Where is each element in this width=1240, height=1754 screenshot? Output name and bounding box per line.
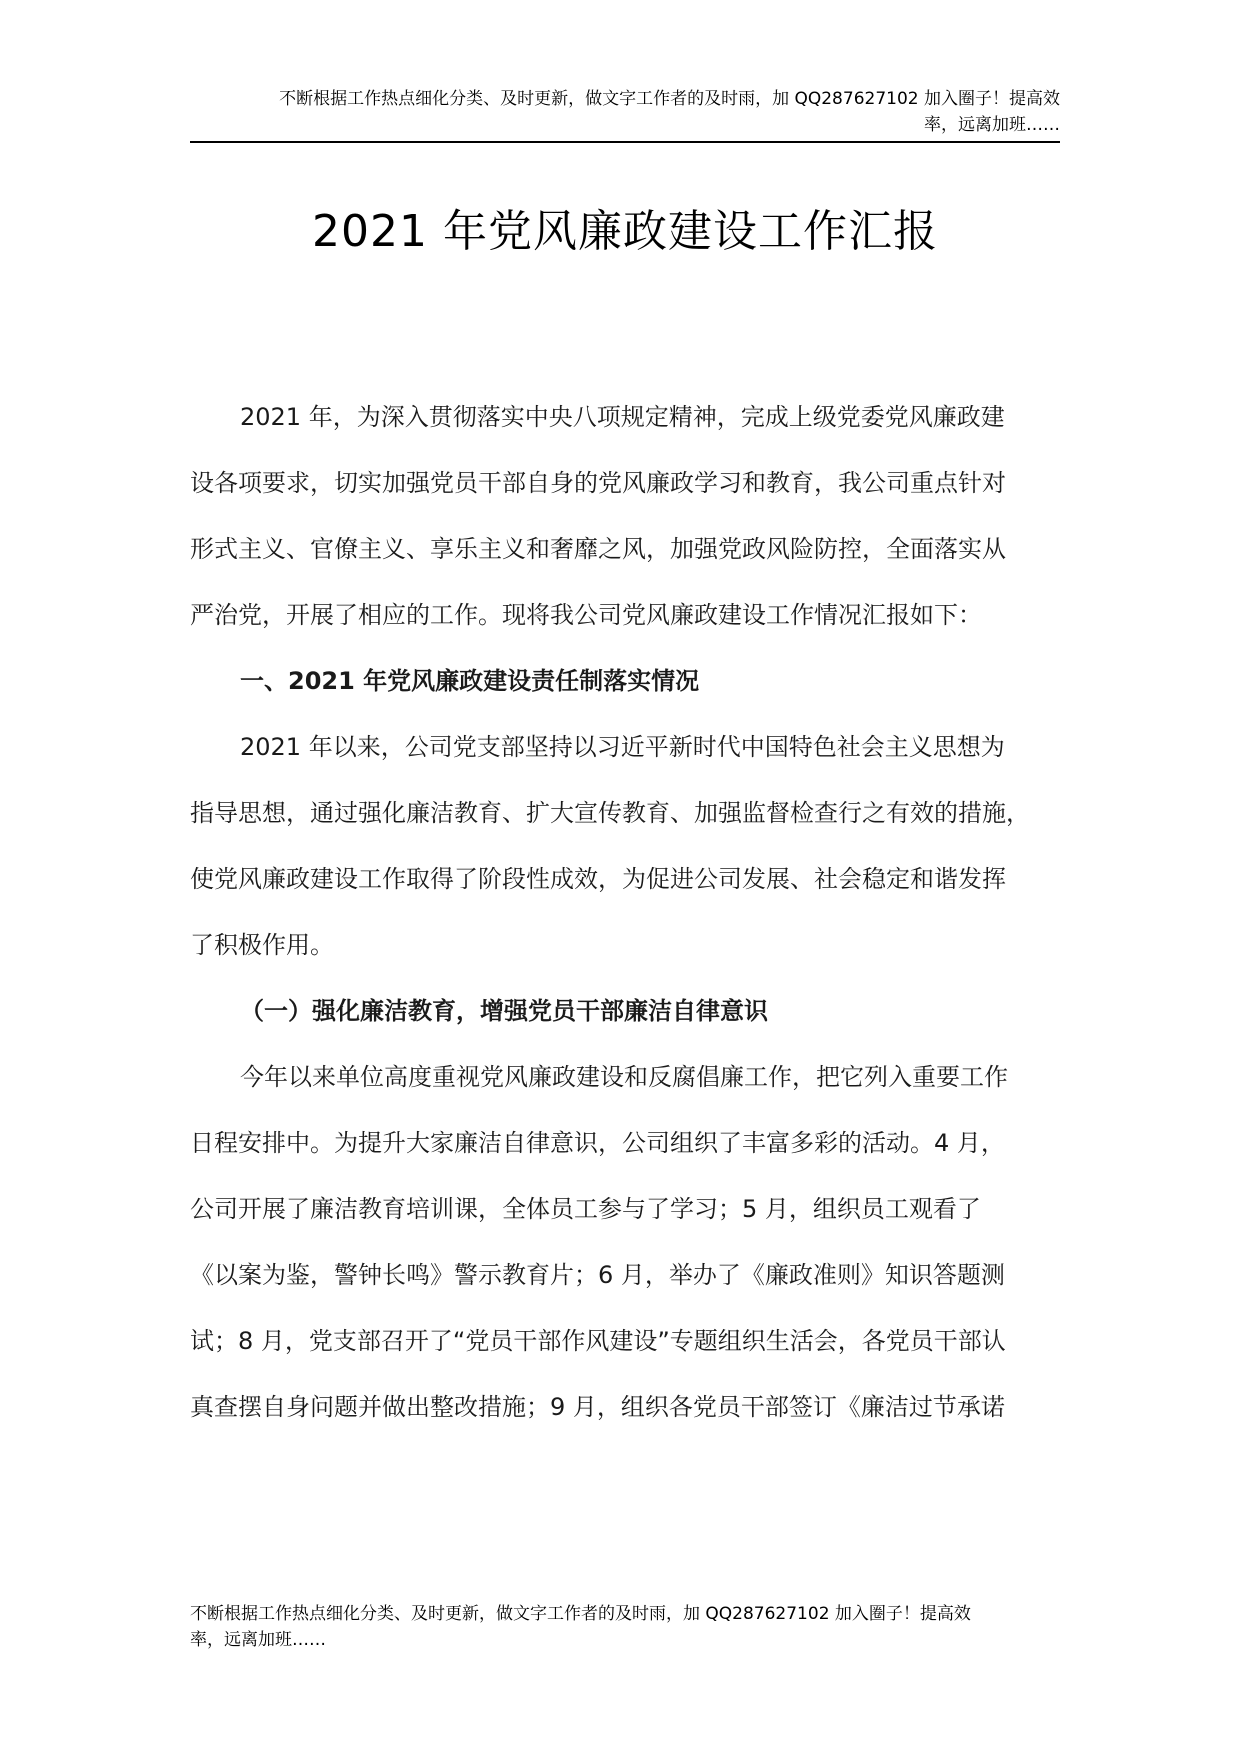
paragraph-1-line: 2021 年，为深入贯彻落实中央八项规定精神，完成上级党委党风廉政建 — [240, 403, 1005, 431]
paragraph-3-line: 日程安排中。为提升大家廉洁自律意识，公司组织了丰富多彩的活动。4 月， — [190, 1129, 1005, 1157]
footer-line-1: 不断根据工作热点细化分类、及时更新，做文字工作者的及时雨，加 QQ287627102 加入圈子！提高效 — [190, 1604, 971, 1624]
paragraph-2-line: 指导思想，通过强化廉洁教育、扩大宣传教育、加强监督检查行之有效的措施， — [190, 799, 1030, 827]
section-heading-2: （一）强化廉洁教育，增强党员干部廉洁自律意识 — [240, 997, 768, 1025]
paragraph-2-line: 了积极作用。 — [190, 931, 334, 959]
paragraph-1-line: 设各项要求，切实加强党员干部自身的党风廉政学习和教育，我公司重点针对 — [190, 469, 1006, 497]
paragraph-3-line: 试；8 月，党支部召开了“党员干部作风建设”专题组织生活会，各党员干部认 — [190, 1327, 1006, 1355]
document-title: 2021 年党风廉政建设工作汇报 — [312, 206, 938, 257]
header-divider — [190, 141, 1060, 143]
paragraph-2-line: 使党风廉政建设工作取得了阶段性成效，为促进公司发展、社会稳定和谐发挥 — [190, 865, 1006, 893]
page-footer — [190, 1601, 1060, 1653]
paragraph-3-line: 真查摆自身问题并做出整改措施；9 月，组织各党员干部签订《廉洁过节承诺 — [190, 1393, 1005, 1421]
paragraph-2-line: 2021 年以来，公司党支部坚持以习近平新时代中国特色社会主义思想为 — [240, 733, 1005, 761]
footer-line-2: 率，远离加班…… — [190, 1630, 326, 1650]
page-header — [190, 86, 1060, 138]
document-body — [190, 384, 1060, 1440]
paragraph-3-line: 今年以来单位高度重视党风廉政建设和反腐倡廉工作，把它列入重要工作 — [240, 1063, 1008, 1091]
paragraph-3-line: 《以案为鉴，警钟长鸣》警示教育片；6 月，举办了《廉政准则》知识答题测 — [190, 1261, 1005, 1289]
paragraph-1-line: 形式主义、官僚主义、享乐主义和奢靡之风，加强党政风险防控，全面落实从 — [190, 535, 1006, 563]
paragraph-3-line: 公司开展了廉洁教育培训课，全体员工参与了学习；5 月，组织员工观看了 — [190, 1195, 981, 1223]
section-heading-1: 一、2021 年党风廉政建设责任制落实情况 — [240, 667, 700, 695]
header-line-2: 率，远离加班…… — [924, 115, 1060, 135]
paragraph-1-line: 严治党，开展了相应的工作。现将我公司党风廉政建设工作情况汇报如下： — [190, 601, 982, 629]
header-line-1: 不断根据工作热点细化分类、及时更新，做文字工作者的及时雨，加 QQ287627102 加入圈子！提高效 — [279, 89, 1060, 109]
